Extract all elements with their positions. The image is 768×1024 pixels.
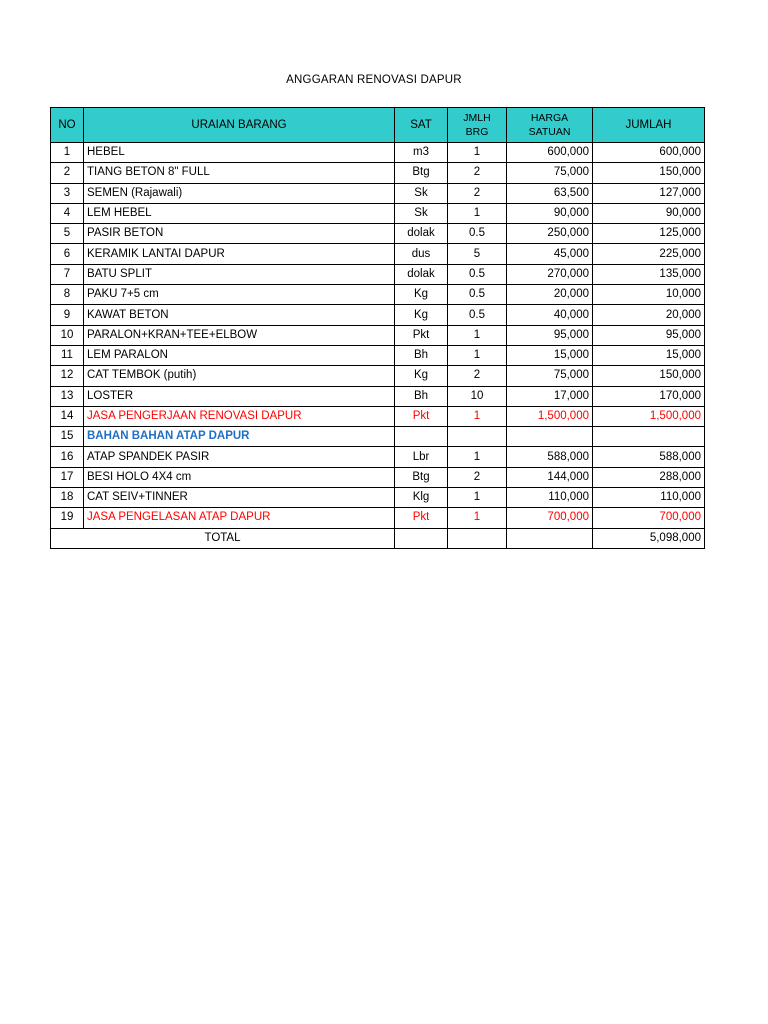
row-unit-price: 1,500,000 bbox=[507, 406, 593, 426]
row-description: PARALON+KRAN+TEE+ELBOW bbox=[84, 325, 395, 345]
row-description: LOSTER bbox=[84, 386, 395, 406]
table-row bbox=[51, 366, 705, 386]
row-amount: 170,000 bbox=[593, 386, 705, 406]
row-quantity: 2 bbox=[448, 366, 507, 386]
row-no: 14 bbox=[51, 406, 84, 426]
row-quantity: 1 bbox=[448, 508, 507, 528]
table-row bbox=[51, 143, 705, 163]
row-description: HEBEL bbox=[84, 143, 395, 163]
row-amount: 15,000 bbox=[593, 345, 705, 365]
row-unit: m3 bbox=[395, 143, 448, 163]
row-unit-price: 63,500 bbox=[507, 183, 593, 203]
table-row bbox=[51, 467, 705, 487]
table-row bbox=[51, 386, 705, 406]
row-no: 2 bbox=[51, 163, 84, 183]
row-unit-price: 700,000 bbox=[507, 508, 593, 528]
total-price-empty bbox=[507, 528, 593, 548]
row-quantity: 1 bbox=[448, 143, 507, 163]
table-row bbox=[51, 285, 705, 305]
row-unit: Btg bbox=[395, 467, 448, 487]
row-quantity: 1 bbox=[448, 203, 507, 223]
row-no: 10 bbox=[51, 325, 84, 345]
row-amount: 1,500,000 bbox=[593, 406, 705, 426]
table-row-service bbox=[51, 508, 705, 528]
table-row bbox=[51, 224, 705, 244]
table-row bbox=[51, 447, 705, 467]
row-unit: Sk bbox=[395, 203, 448, 223]
row-quantity bbox=[448, 427, 507, 447]
row-unit-price: 600,000 bbox=[507, 143, 593, 163]
row-quantity: 5 bbox=[448, 244, 507, 264]
section-heading: BAHAN BAHAN ATAP DAPUR bbox=[84, 427, 395, 447]
row-unit-price: 75,000 bbox=[507, 366, 593, 386]
row-unit-price: 75,000 bbox=[507, 163, 593, 183]
row-no: 9 bbox=[51, 305, 84, 325]
row-description: PAKU 7+5 cm bbox=[84, 285, 395, 305]
row-quantity: 0.5 bbox=[448, 285, 507, 305]
table-row-service bbox=[51, 406, 705, 426]
row-description: TIANG BETON 8" FULL bbox=[84, 163, 395, 183]
row-unit-price: 40,000 bbox=[507, 305, 593, 325]
row-no: 1 bbox=[51, 143, 84, 163]
row-unit: Klg bbox=[395, 488, 448, 508]
row-unit: Kg bbox=[395, 285, 448, 305]
row-amount: 700,000 bbox=[593, 508, 705, 528]
budget-table bbox=[50, 107, 705, 549]
table-row bbox=[51, 163, 705, 183]
row-unit: Sk bbox=[395, 183, 448, 203]
row-description: PASIR BETON bbox=[84, 224, 395, 244]
row-description: ATAP SPANDEK PASIR bbox=[84, 447, 395, 467]
header-unit-price bbox=[507, 108, 593, 143]
row-amount: 127,000 bbox=[593, 183, 705, 203]
row-quantity: 2 bbox=[448, 467, 507, 487]
total-amount: 5,098,000 bbox=[593, 528, 705, 548]
row-no: 13 bbox=[51, 386, 84, 406]
row-unit-price: 45,000 bbox=[507, 244, 593, 264]
header-description: URAIAN BARANG bbox=[84, 108, 395, 143]
row-no: 12 bbox=[51, 366, 84, 386]
row-unit-price: 17,000 bbox=[507, 386, 593, 406]
table-row-section bbox=[51, 427, 705, 447]
row-no: 3 bbox=[51, 183, 84, 203]
row-quantity: 1 bbox=[448, 345, 507, 365]
header-amount: JUMLAH bbox=[593, 108, 705, 143]
row-description: JASA PENGERJAAN RENOVASI DAPUR bbox=[84, 406, 395, 426]
table-row bbox=[51, 488, 705, 508]
header-quantity-line2: BRG bbox=[465, 126, 489, 138]
row-no: 7 bbox=[51, 264, 84, 284]
row-unit: dolak bbox=[395, 224, 448, 244]
row-quantity: 0.5 bbox=[448, 305, 507, 325]
header-quantity-line1: JMLH bbox=[463, 112, 491, 124]
row-unit: Lbr bbox=[395, 447, 448, 467]
row-no: 18 bbox=[51, 488, 84, 508]
header-no: NO bbox=[51, 108, 84, 143]
row-no: 8 bbox=[51, 285, 84, 305]
table-row bbox=[51, 325, 705, 345]
row-quantity: 10 bbox=[448, 386, 507, 406]
row-unit: dus bbox=[395, 244, 448, 264]
row-unit bbox=[395, 427, 448, 447]
row-no: 6 bbox=[51, 244, 84, 264]
row-description: JASA PENGELASAN ATAP DAPUR bbox=[84, 508, 395, 528]
header-unit: SAT bbox=[395, 108, 448, 143]
row-no: 16 bbox=[51, 447, 84, 467]
row-unit: Kg bbox=[395, 366, 448, 386]
row-description: KAWAT BETON bbox=[84, 305, 395, 325]
row-amount bbox=[593, 427, 705, 447]
row-quantity: 1 bbox=[448, 447, 507, 467]
row-amount: 125,000 bbox=[593, 224, 705, 244]
total-row bbox=[51, 528, 705, 548]
row-unit-price: 110,000 bbox=[507, 488, 593, 508]
table-header-row bbox=[51, 108, 705, 143]
row-amount: 95,000 bbox=[593, 325, 705, 345]
row-no: 17 bbox=[51, 467, 84, 487]
row-no: 4 bbox=[51, 203, 84, 223]
table-row bbox=[51, 203, 705, 223]
table-row bbox=[51, 305, 705, 325]
header-unit-price-line2: SATUAN bbox=[528, 126, 571, 138]
row-unit: Bh bbox=[395, 345, 448, 365]
table-row bbox=[51, 264, 705, 284]
row-unit-price: 270,000 bbox=[507, 264, 593, 284]
total-label: TOTAL bbox=[51, 528, 395, 548]
row-unit-price: 20,000 bbox=[507, 285, 593, 305]
row-unit-price: 15,000 bbox=[507, 345, 593, 365]
row-description: BATU SPLIT bbox=[84, 264, 395, 284]
header-quantity bbox=[448, 108, 507, 143]
row-no: 11 bbox=[51, 345, 84, 365]
row-quantity: 1 bbox=[448, 406, 507, 426]
row-unit-price: 588,000 bbox=[507, 447, 593, 467]
row-quantity: 2 bbox=[448, 163, 507, 183]
row-description: KERAMIK LANTAI DAPUR bbox=[84, 244, 395, 264]
row-description: LEM PARALON bbox=[84, 345, 395, 365]
row-description: BESI HOLO 4X4 cm bbox=[84, 467, 395, 487]
table-row bbox=[51, 345, 705, 365]
row-unit: Pkt bbox=[395, 325, 448, 345]
total-quantity-empty bbox=[448, 528, 507, 548]
row-description: LEM HEBEL bbox=[84, 203, 395, 223]
row-amount: 588,000 bbox=[593, 447, 705, 467]
row-no: 5 bbox=[51, 224, 84, 244]
row-unit: Kg bbox=[395, 305, 448, 325]
table-row bbox=[51, 183, 705, 203]
row-amount: 288,000 bbox=[593, 467, 705, 487]
total-unit-empty bbox=[395, 528, 448, 548]
row-amount: 110,000 bbox=[593, 488, 705, 508]
row-quantity: 0.5 bbox=[448, 264, 507, 284]
row-unit: Bh bbox=[395, 386, 448, 406]
header-unit-price-line1: HARGA bbox=[530, 112, 569, 124]
row-no: 15 bbox=[51, 427, 84, 447]
row-unit-price bbox=[507, 427, 593, 447]
row-amount: 225,000 bbox=[593, 244, 705, 264]
row-description: CAT SEIV+TINNER bbox=[84, 488, 395, 508]
row-quantity: 1 bbox=[448, 488, 507, 508]
row-unit-price: 95,000 bbox=[507, 325, 593, 345]
row-unit: Pkt bbox=[395, 406, 448, 426]
row-unit: Pkt bbox=[395, 508, 448, 528]
row-unit-price: 90,000 bbox=[507, 203, 593, 223]
row-amount: 135,000 bbox=[593, 264, 705, 284]
row-unit-price: 250,000 bbox=[507, 224, 593, 244]
row-amount: 150,000 bbox=[593, 366, 705, 386]
row-unit: Btg bbox=[395, 163, 448, 183]
row-unit-price: 144,000 bbox=[507, 467, 593, 487]
row-amount: 600,000 bbox=[593, 143, 705, 163]
row-amount: 10,000 bbox=[593, 285, 705, 305]
table-row bbox=[51, 244, 705, 264]
row-quantity: 0.5 bbox=[448, 224, 507, 244]
row-description: CAT TEMBOK (putih) bbox=[84, 366, 395, 386]
row-no: 19 bbox=[51, 508, 84, 528]
page-title: ANGGARAN RENOVASI DAPUR bbox=[286, 74, 462, 86]
row-amount: 90,000 bbox=[593, 203, 705, 223]
row-unit: dolak bbox=[395, 264, 448, 284]
row-amount: 150,000 bbox=[593, 163, 705, 183]
row-quantity: 1 bbox=[448, 325, 507, 345]
row-quantity: 2 bbox=[448, 183, 507, 203]
row-description: SEMEN (Rajawali) bbox=[84, 183, 395, 203]
row-amount: 20,000 bbox=[593, 305, 705, 325]
